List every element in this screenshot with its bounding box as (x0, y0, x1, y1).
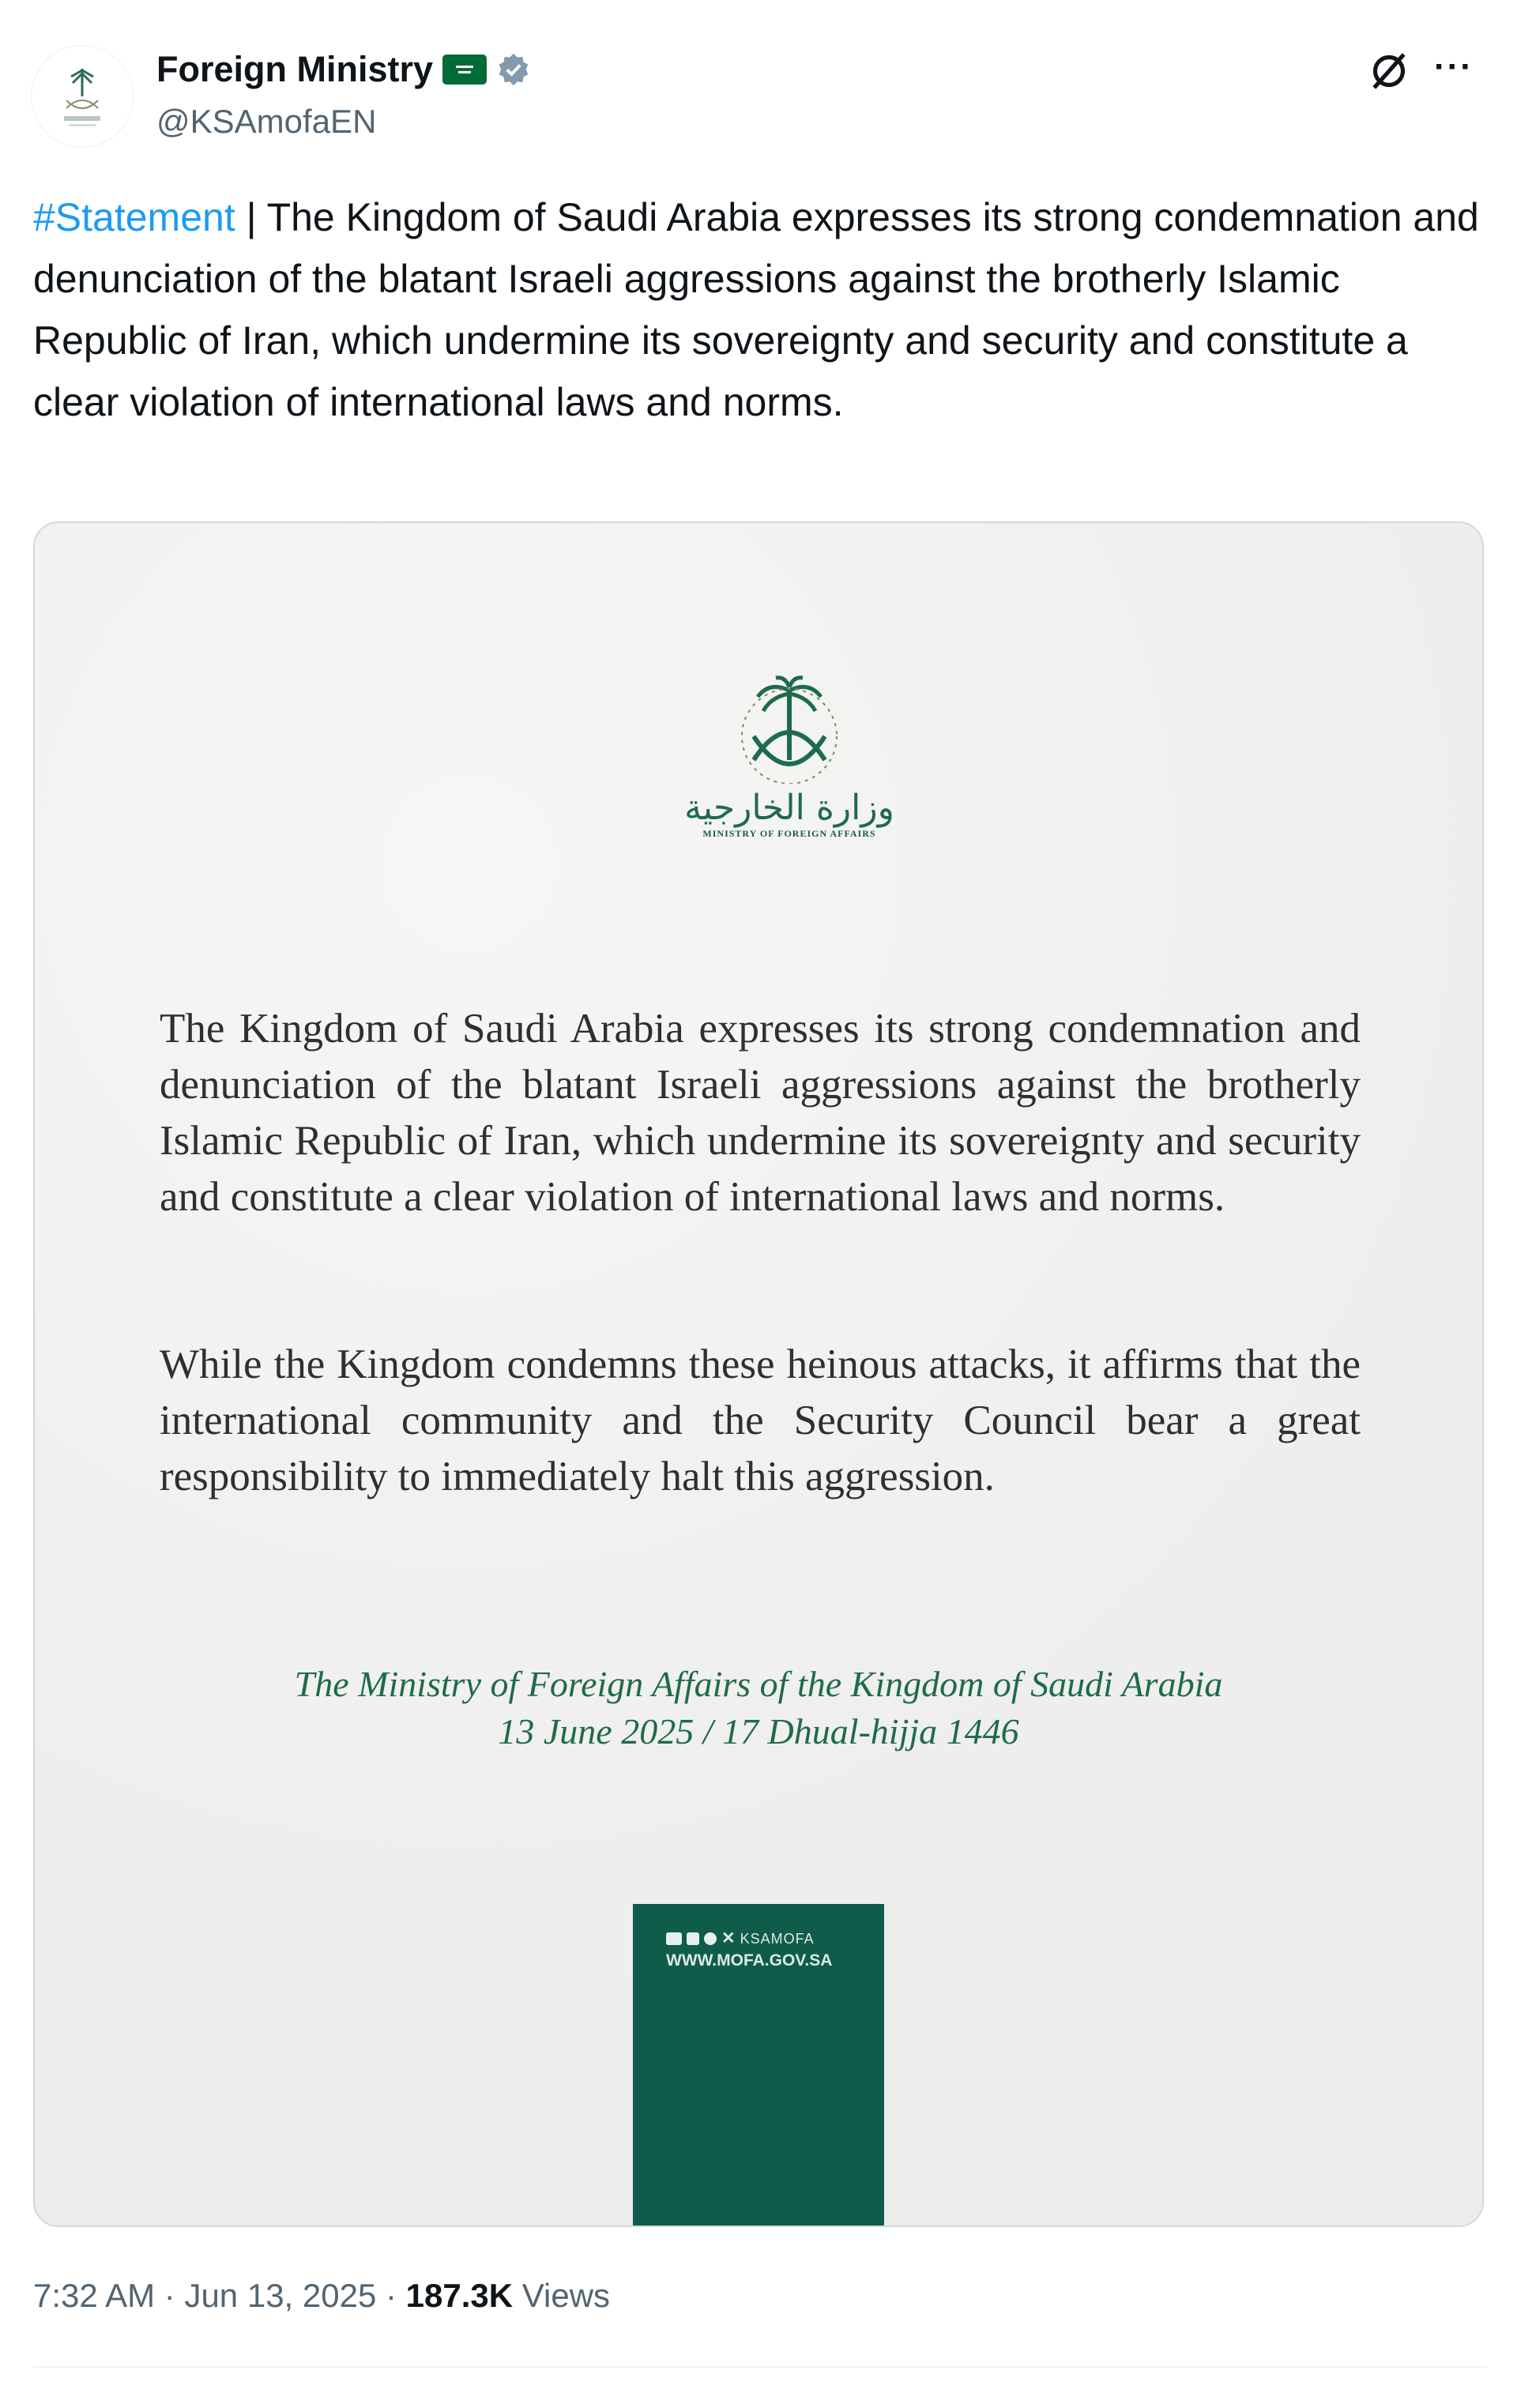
ministry-logo (659, 673, 920, 840)
facebook-icon (687, 1932, 699, 1945)
ministry-emblem-icon (55, 61, 110, 132)
separator: · (386, 2277, 397, 2314)
statement-paragraph-1: The Kingdom of Saudi Arabia expresses its strong condemnation and denunciation of the blatant Israeli aggressions against the brotherly Islamic Republic of Iran, which undermine its sovereignty and security and constitute a clear violation of international laws and norms. (160, 1006, 1361, 1220)
views-count: 187.3K (405, 2277, 514, 2314)
hashtag-link[interactable]: #Statement (33, 195, 235, 239)
verified-badge-icon (496, 52, 531, 87)
avatar[interactable] (32, 46, 133, 147)
saudi-emblem-icon (722, 673, 856, 784)
signature-block (35, 1661, 1482, 1755)
saudi-flag-icon (442, 55, 487, 85)
tweet-image[interactable] (33, 521, 1484, 2227)
tweet-metadata (33, 2277, 610, 2315)
grok-icon[interactable] (1367, 49, 1411, 97)
tweet-date[interactable]: Jun 13, 2025 (184, 2277, 377, 2314)
statement-date: 13 June 2025 / 17 Dhual-hijja 1446 (498, 1711, 1019, 1751)
separator: · (164, 2277, 175, 2314)
views-label: Views (521, 2277, 611, 2314)
tweet-body: | The Kingdom of Saudi Arabia expresses its strong condemnation and denunciation of the blatant Israeli aggressions against the brotherly Islamic Republic of Iran, which undermine its sovereignty and security and constitute a clear violation of international laws and norms. (33, 195, 1479, 424)
tweet-time[interactable]: 7:32 AM (33, 2277, 156, 2314)
social-handle: KSAMOFA (740, 1931, 815, 1947)
display-name[interactable] (156, 49, 531, 90)
logo-english-text: MINISTRY OF FOREIGN AFFAIRS (702, 828, 876, 839)
more-options-icon[interactable]: ··· (1434, 47, 1474, 86)
tweet-text (33, 186, 1487, 433)
handle[interactable]: @KSAmofaEN (156, 103, 377, 140)
display-name-text: Foreign Ministry (156, 49, 434, 89)
contact-banner (633, 1904, 884, 2227)
signature: The Ministry of Foreign Affairs of the Kingdom of Saudi Arabia (294, 1664, 1223, 1704)
statement-paragraph-2: While the Kingdom condemns these heinous attacks, it affirms that the international community and the Security Council bear a great responsibility to immediately halt this aggression. (160, 1341, 1361, 1499)
x-icon: ✕ (721, 1929, 736, 1947)
instagram-icon (704, 1932, 717, 1945)
divider (33, 2366, 1487, 2368)
website: WWW.MOFA.GOV.SA (666, 1951, 833, 1970)
logo-arabic-text: وزارة الخارجية (684, 788, 894, 828)
youtube-icon (666, 1932, 682, 1945)
